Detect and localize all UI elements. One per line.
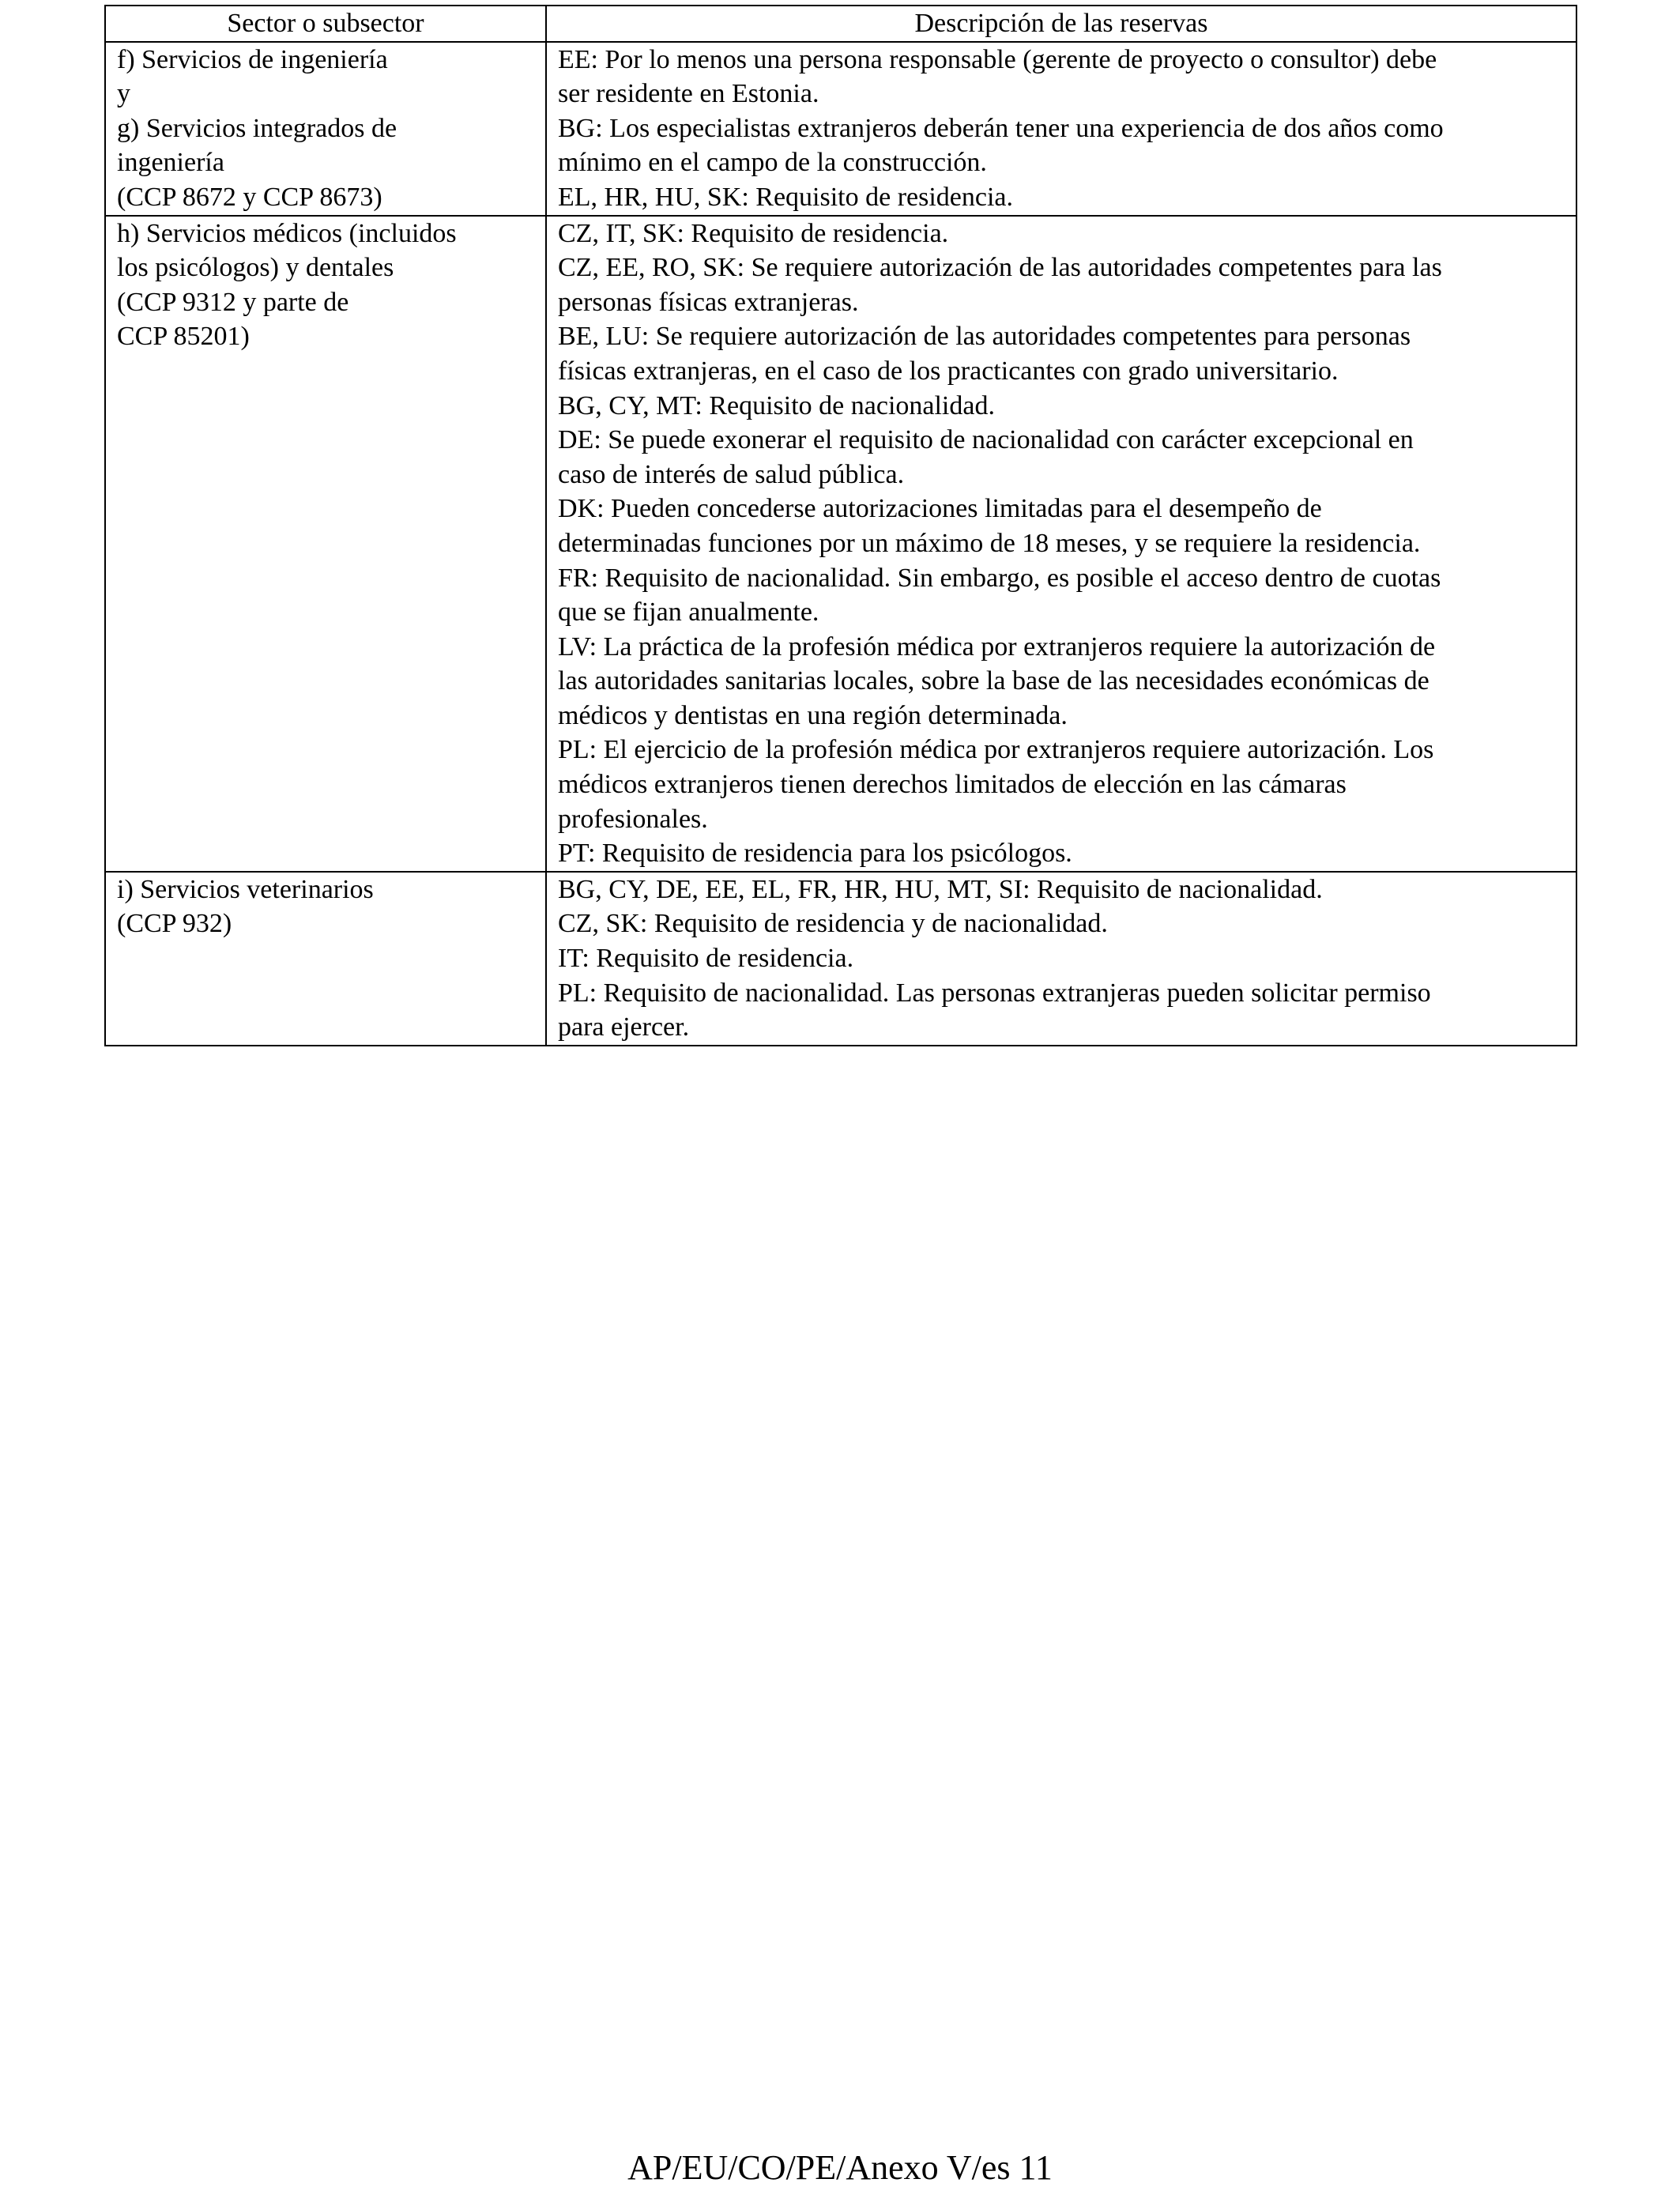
sector-line: (CCP 932) <box>117 909 232 939</box>
description-line: caso de interés de salud pública. <box>558 459 905 489</box>
sector-cell <box>105 42 546 216</box>
description-line: DK: Pueden concederse autorizaciones limitadas para el desempeño de <box>558 494 1322 524</box>
sector-line: CCP 85201) <box>117 322 250 352</box>
description-cell <box>546 216 1576 872</box>
sector-line: f) Servicios de ingeniería <box>117 44 388 74</box>
table-row <box>105 872 1576 1046</box>
description-line: LV: La práctica de la profesión médica por extranjeros requiere la autorización de <box>558 631 1436 662</box>
description-line: EL, HR, HU, SK: Requisito de residencia. <box>558 182 1014 212</box>
description-line: BG: Los especialistas extranjeros deberán tener una experiencia de dos años como <box>558 113 1444 143</box>
description-line: BE, LU: Se requiere autorización de las autoridades competentes para personas <box>558 322 1411 352</box>
description-line: PT: Requisito de residencia para los psicólogos. <box>558 839 1072 869</box>
sector-line: i) Servicios veterinarios <box>117 874 374 904</box>
description-line: que se fijan anualmente. <box>558 598 819 628</box>
sector-line: (CCP 9312 y parte de <box>117 287 349 317</box>
description-line: físicas extranjeras, en el caso de los practicantes con grado universitario. <box>558 356 1339 386</box>
header-sector: Sector o subsector <box>105 6 546 42</box>
description-line: DE: Se puede exonerar el requisito de nacionalidad con carácter excepcional en <box>558 425 1414 455</box>
sector-line: los psicólogos) y dentales <box>117 253 394 283</box>
sector-line: ingeniería <box>117 148 224 178</box>
description-line: ser residente en Estonia. <box>558 79 819 109</box>
description-line: FR: Requisito de nacionalidad. Sin embargo, es posible el acceso dentro de cuotas <box>558 563 1441 593</box>
description-line: médicos y dentistas en una región determinada. <box>558 700 1068 730</box>
page-footer-reference: AP/EU/CO/PE/Anexo V/es 11 <box>627 2148 1053 2187</box>
description-line: CZ, IT, SK: Requisito de residencia. <box>558 218 949 248</box>
description-line: para ejercer. <box>558 1012 690 1042</box>
description-line: IT: Requisito de residencia. <box>558 944 854 974</box>
sector-line: y <box>117 79 130 109</box>
description-line: profesionales. <box>558 804 708 834</box>
description-line: mínimo en el campo de la construcción. <box>558 148 987 178</box>
description-line: CZ, EE, RO, SK: Se requiere autorización de las autoridades competentes para las <box>558 253 1442 283</box>
description-line: médicos extranjeros tienen derechos limitados de elección en las cámaras <box>558 770 1347 800</box>
description-cell <box>546 872 1576 1046</box>
description-line: BG, CY, DE, EE, EL, FR, HR, HU, MT, SI: Requisito de nacionalidad. <box>558 874 1323 904</box>
sector-cell <box>105 872 546 1046</box>
description-line: PL: El ejercicio de la profesión médica por extranjeros requiere autorización. Los <box>558 735 1434 765</box>
table-header-row <box>105 6 1576 42</box>
table-row <box>105 216 1576 872</box>
reservations-table <box>104 5 1577 1046</box>
description-line: BG, CY, MT: Requisito de nacionalidad. <box>558 390 995 420</box>
sector-line: (CCP 8672 y CCP 8673) <box>117 182 382 212</box>
description-cell <box>546 42 1576 216</box>
table-row <box>105 42 1576 216</box>
description-line: EE: Por lo menos una persona responsable (gerente de proyecto o consultor) debe <box>558 44 1437 74</box>
description-line: personas físicas extranjeras. <box>558 287 859 317</box>
description-line: determinadas funciones por un máximo de 18 meses, y se requiere la residencia. <box>558 528 1421 558</box>
sector-line: h) Servicios médicos (incluidos <box>117 218 457 248</box>
sector-cell <box>105 216 546 872</box>
sector-line: g) Servicios integrados de <box>117 113 397 143</box>
description-line: PL: Requisito de nacionalidad. Las personas extranjeras pueden solicitar permiso <box>558 978 1431 1008</box>
description-line: las autoridades sanitarias locales, sobre la base de las necesidades económicas de <box>558 666 1430 696</box>
description-line: CZ, SK: Requisito de residencia y de nacionalidad. <box>558 909 1108 939</box>
header-description: Descripción de las reservas <box>546 6 1576 42</box>
